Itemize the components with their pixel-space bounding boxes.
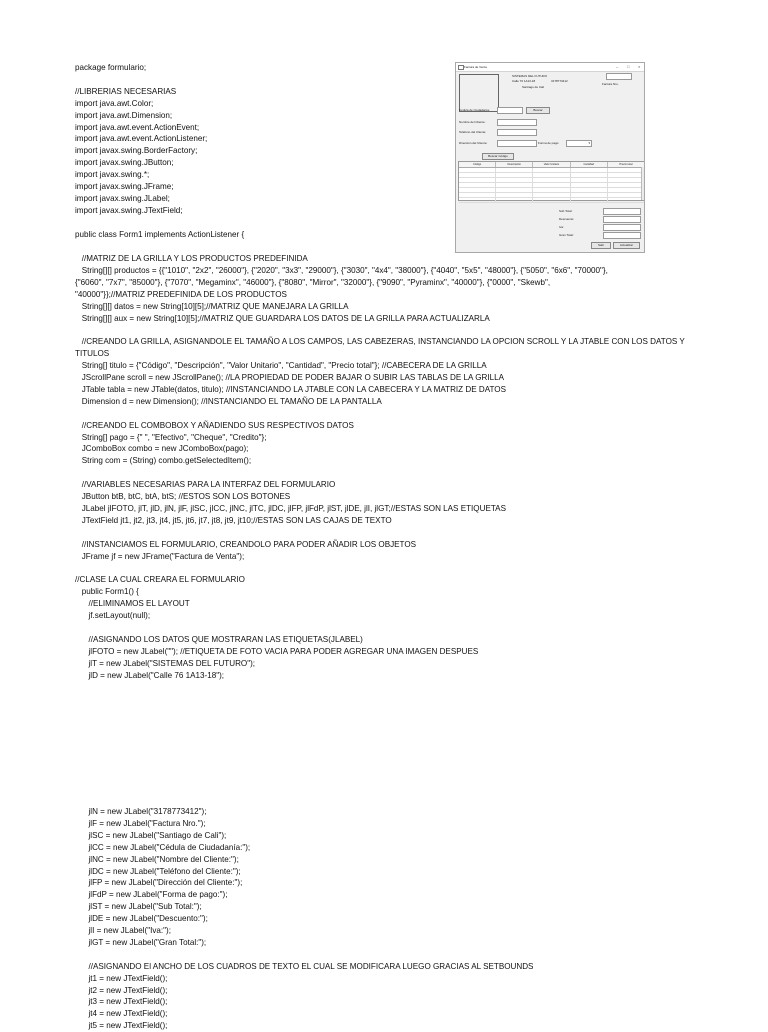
column-header[interactable]: Cantidad [571,162,608,167]
code-line: jlFOTO = new JLabel(""); //ETIQUETA DE FOTO VACIA PARA PODER AGREGAR UNA IMAGEN DESPUES [75,646,479,656]
discount-field[interactable] [603,216,641,223]
code-line: jlI = new JLabel("Iva:"); [75,926,171,936]
client-phone-field[interactable] [497,129,537,136]
code-line: public class Form1 implements ActionListener { [75,229,245,239]
code-line: jlFdP = new JLabel("Forma de pago:"); [75,890,228,900]
code-line [75,74,244,86]
window-titlebar [456,63,644,72]
code-line: //VARIABLES NECESARIAS PARA LA INTERFAZ DEL FORMULARIO [75,480,336,490]
code-line: JTextField jt1, jt2, jt3, jt4, jt5, jt6, jt7, jt8, jt9, jt10;//ESTAS SON LAS CAJAS DE TEXTO [75,515,392,525]
payment-label: Forma de pago: [538,141,560,145]
code-line: String[][] aux = new String[10][5];//MATRIZ QUE GUARDARA LOS DATOS DE LA GRILLA PARA ACTUALIZARLA [75,313,490,323]
code-line: jlF = new JLabel("Factura Nro."); [75,818,206,828]
code-line [75,527,685,539]
code-line [75,324,685,336]
column-header[interactable]: Precio total [608,162,645,167]
exit-button[interactable]: Salir [591,242,611,249]
code-line: jt3 = new JTextField(); [75,997,168,1007]
code-line [75,622,685,634]
code-line: import javax.swing.*; [75,170,150,180]
cedula-label: Cédula de Ciudadanía: [459,108,490,112]
subtotal-label: Sub Total: [559,209,573,213]
code-line [75,563,685,575]
column-header[interactable]: Valor Unitario [533,162,570,167]
code-line: //INSTANCIAMOS EL FORMULARIO, CREANDOLO PARA PODER AÑADIR LOS OBJETOS [75,539,417,549]
code-line: //ELIMINAMOS EL LAYOUT [75,599,190,609]
column-header[interactable]: Descripción [496,162,533,167]
code-line: jlDE = new JLabel("Descuento:"); [75,914,208,924]
total-field[interactable] [603,232,641,239]
code-line: JScrollPane scroll = new JScrollPane(); //LA PROPIEDAD DE PODER BAJAR O SUBIR LAS TABLAS DE LA GRILLA [75,373,505,383]
code-line: {"6060", "7x7", "85000"}, {"7070", "Megaminx", "46000"}, {"8080", "Mirror", "32000"}, {"9090", "Pyraminx", "40000"}, {"0000", "Skewb", [75,277,551,287]
client-phone-label: Teléfono del Cliente: [459,130,487,134]
code-line: import java.awt.event.ActionListener; [75,134,208,144]
company-label: SISTEMAS DEL FUTURO [512,74,548,78]
code-line: //CLASE LA CUAL CREARA EL FORMULARIO [75,575,245,585]
code-line: import javax.swing.JLabel; [75,193,170,203]
code-line: jt4 = new JTextField(); [75,1009,168,1019]
code-line: String[][] productos = {{"1010", "2x2", "26000"}, {"2020", "3x3", "29000"}, {"3030", "4x4", "38000"}, {"4040", "5x5", "48000"}, {"5050", "6x6", "70000"}, [75,265,608,275]
code-line: jlSC = new JLabel("Santiago de Cali"); [75,830,227,840]
window-title: Factura de Venta [464,65,487,69]
city-label: Santiago de Cali [522,85,545,89]
code-line: Dimension d = new Dimension(); //INSTANCIANDO EL TAMAÑO DE LA PANTALLA [75,396,382,406]
code-line: import javax.swing.JFrame; [75,182,174,192]
payment-combobox[interactable] [566,140,592,147]
code-line: jlFP = new JLabel("Dirección del Cliente:"); [75,878,243,888]
code-line: //ASIGNANDO El ANCHO DE LOS CUADROS DE TEXTO EL CUAL SE MODIFICARA LUEGO GRACIAS AL SETBOUNDS [75,961,534,971]
update-button[interactable]: Actualizar [613,242,640,249]
code-line: jlDC = new JLabel("Teléfono del Cliente:"); [75,866,241,876]
code-line [75,217,244,229]
iva-label: Iva: [559,225,564,229]
close-icon[interactable]: × [638,64,641,69]
table-scrollbar[interactable] [641,167,645,200]
code-line: //ASIGNANDO LOS DATOS QUE MOSTRARAN LAS ETIQUETAS(JLABEL) [75,634,363,644]
code-line [75,467,685,479]
subtotal-field[interactable] [603,208,641,215]
code-line: import java.awt.Dimension; [75,110,173,120]
code-line: //CREANDO LA GRILLA, ASIGNANDOLE EL TAMAÑO A LOS CAMPOS, LAS CABEZERAS, INSTANCIANDO LA OPCION SCROLL Y LA JTABLE CON LOS DATOS Y [75,337,685,347]
code-line: jlCC = new JLabel("Cédula de Ciudadanía:"); [75,842,251,852]
code-line: jlD = new JLabel("Calle 76 1A13-18"); [75,670,225,680]
chevron-down-icon: ▾ [588,141,590,145]
code-line: jf.setLayout(null); [75,611,151,621]
code-line: jlGT = new JLabel("Gran Total:"); [75,937,207,947]
code-line: jlNC = new JLabel("Nombre del Cliente:"); [75,854,239,864]
code-line: "40000"}};//MATRIZ PREDEFINIDA DE LOS PRODUCTOS [75,289,287,299]
client-address-label: Dirección del Cliente: [459,141,488,145]
minimize-icon[interactable]: – [616,64,619,69]
code-line: jt1 = new JTextField(); [75,973,168,983]
code-line: import java.awt.event.ActionEvent; [75,122,200,132]
code-line: import java.awt.Color; [75,98,154,108]
phone-number-label: 3178773412 [551,79,568,83]
client-address-field[interactable] [497,140,537,147]
total-label: Gran Total: [559,233,574,237]
invoice-number-label: Factura Nro. [602,82,619,86]
address-label: Calle 76 1A13-18 [512,79,536,83]
code-line: jt5 = new JTextField(); [75,1021,168,1031]
code-line: String[][] datos = new String[10][5];//MATRIZ QUE MANEJARA LA GRILLA [75,301,349,311]
product-table[interactable] [458,161,645,201]
client-name-field[interactable] [497,119,537,126]
form-window-screenshot [455,62,645,253]
code-line: public Form1() { [75,587,139,597]
maximize-icon[interactable]: □ [627,64,630,69]
code-line: TITULOS [75,349,110,359]
code-line: import javax.swing.JButton; [75,158,174,168]
code-line: jlST = new JLabel("Sub Total:"); [75,902,202,912]
code-line: //LIBRERIAS NECESARIAS [75,86,177,96]
code-block-labels [75,806,533,1032]
code-line [75,408,685,420]
code-line: import javax.swing.JTextField; [75,205,183,215]
client-name-label: Nombre del Cliente: [459,120,486,124]
column-header[interactable]: Código [459,162,496,167]
invoice-number-field[interactable] [606,73,632,80]
code-line: String com = (String) combo.getSelectedItem(); [75,456,252,466]
iva-field[interactable] [603,224,641,231]
code-line: String[] pago = {" ", "Efectivo", "Cheque", "Credito"}; [75,432,267,442]
code-line: JFrame jf = new JFrame("Factura de Venta"); [75,551,245,561]
code-line: jt2 = new JTextField(); [75,985,168,995]
code-line: JLabel jlFOTO, jlT, jlD, jlN, jlF, jlSC, jlCC, jlNC, jlTC, jlDC, jlFP, jlFdP, jlST, jlDE, jlI, jlGT;//ESTAS SON LAS ETIQUETAS [75,503,506,513]
code-line: jlT = new JLabel("SISTEMAS DEL FUTURO"); [75,658,256,668]
discount-label: Descuento: [559,217,575,221]
code-block-main [75,253,685,682]
code-line: jlN = new JLabel("3178773412"); [75,807,207,816]
code-line: import javax.swing.BorderFactory; [75,146,198,156]
code-search-button[interactable]: Buscar Código [482,153,514,160]
code-line: JComboBox combo = new JComboBox(pago); [75,444,249,454]
code-line: //CREANDO EL COMBOBOX Y AÑADIENDO SUS RESPECTIVOS DATOS [75,420,354,430]
cedula-field[interactable] [497,107,523,114]
code-line: //MATRIZ DE LA GRILLA Y LOS PRODUCTOS PREDEFINIDA [75,254,308,263]
code-line: String[] titulo = {"Código", "Descripción", "Valor Unitario", "Cantidad", "Precio total"}; //CABECERA DE LA GRILLA [75,361,487,371]
code-line: package formulario; [75,63,147,72]
photo-placeholder [459,74,499,112]
code-line: JTable tabla = new JTable(datos, titulo); //INSTANCIANDO LA JTABLE CON LA CABECERA Y LA MATRIZ DE DATOS [75,384,506,394]
code-line [75,949,533,961]
code-line: JButton btB, btC, btA, btS; //ESTOS SON LOS BOTONES [75,492,291,502]
code-block-imports [75,62,244,241]
search-button[interactable]: Buscar [526,107,550,114]
